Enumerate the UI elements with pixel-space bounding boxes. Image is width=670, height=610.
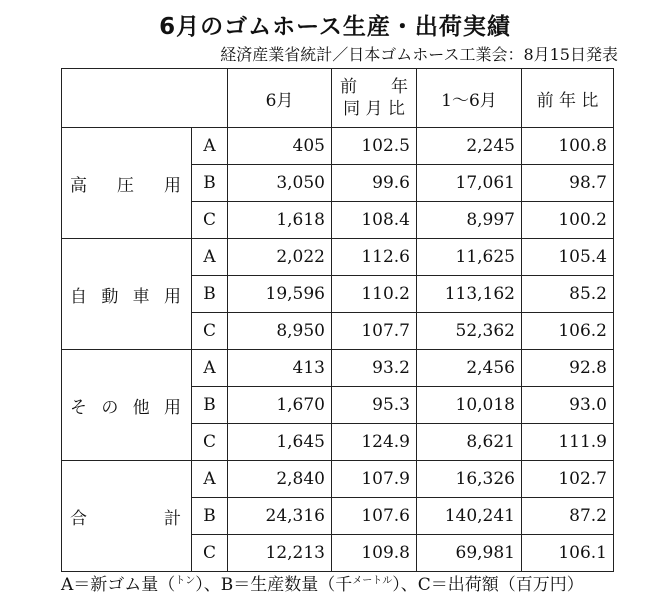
cell-ytd-ratio: 106.1 [522,535,614,572]
table-row [62,350,614,387]
header-row [62,69,614,128]
cell-yoy: 107.7 [332,313,417,350]
footnote-part2: ）、B＝生産数量（千 [195,575,353,595]
header-yoy-line1: 前 年 [340,77,408,97]
cell-cumulative: 113,162 [417,276,522,313]
cell-month: 1,618 [228,202,332,239]
footnote-unit1: トン [175,575,196,587]
cell-cumulative: 10,018 [417,387,522,424]
table-row [62,128,614,165]
footnote [61,570,584,595]
cell-month: 2,022 [228,239,332,276]
cell-yoy: 107.6 [332,498,417,535]
row-type: C [192,202,228,239]
cell-ytd-ratio: 93.0 [522,387,614,424]
row-type: A [192,461,228,498]
cell-yoy: 112.6 [332,239,417,276]
cell-yoy: 107.9 [332,461,417,498]
category-label-text: そ の 他 用 [70,397,181,418]
cell-cumulative: 8,621 [417,424,522,461]
table-row [62,239,614,276]
cell-yoy: 110.2 [332,276,417,313]
category-label [62,461,192,572]
cell-cumulative: 140,241 [417,498,522,535]
cell-yoy: 99.6 [332,165,417,202]
cell-cumulative: 69,981 [417,535,522,572]
cell-ytd-ratio: 111.9 [522,424,614,461]
cell-yoy: 108.4 [332,202,417,239]
row-type: A [192,350,228,387]
cell-ytd-ratio: 85.2 [522,276,614,313]
category-label-text: 合 計 [70,508,181,529]
header-yoy [332,69,417,128]
cell-cumulative: 2,456 [417,350,522,387]
page-title: 6月のゴムホース生産・出荷実績 [159,14,511,40]
row-type: B [192,387,228,424]
cell-yoy: 95.3 [332,387,417,424]
category-label [62,350,192,461]
cell-cumulative: 2,245 [417,128,522,165]
cell-ytd-ratio: 106.2 [522,313,614,350]
row-type: C [192,313,228,350]
cell-yoy: 109.8 [332,535,417,572]
footnote-part3: ）、C＝出荷額（百万円） [392,575,584,595]
data-table [61,68,614,572]
header-corner [62,69,228,128]
table-body [62,128,614,572]
cell-cumulative: 17,061 [417,165,522,202]
cell-month: 12,213 [228,535,332,572]
cell-ytd-ratio: 105.4 [522,239,614,276]
cell-ytd-ratio: 92.8 [522,350,614,387]
row-type: B [192,165,228,202]
row-type: C [192,535,228,572]
row-type: B [192,498,228,535]
cell-yoy: 93.2 [332,350,417,387]
cell-month: 1,670 [228,387,332,424]
category-label [62,239,192,350]
cell-ytd-ratio: 100.2 [522,202,614,239]
cell-ytd-ratio: 100.8 [522,128,614,165]
header-cumulative: 1～6月 [417,69,522,128]
cell-month: 2,840 [228,461,332,498]
row-type: A [192,239,228,276]
cell-month: 19,596 [228,276,332,313]
cell-cumulative: 16,326 [417,461,522,498]
cell-month: 8,950 [228,313,332,350]
category-label [62,128,192,239]
cell-cumulative: 52,362 [417,313,522,350]
cell-yoy: 124.9 [332,424,417,461]
category-label-text: 高 圧 用 [70,175,181,196]
cell-month: 413 [228,350,332,387]
cell-month: 24,316 [228,498,332,535]
cell-yoy: 102.5 [332,128,417,165]
category-label-text: 自 動 車 用 [70,286,181,307]
cell-ytd-ratio: 87.2 [522,498,614,535]
cell-cumulative: 11,625 [417,239,522,276]
cell-cumulative: 8,997 [417,202,522,239]
cell-month: 405 [228,128,332,165]
cell-ytd-ratio: 102.7 [522,461,614,498]
footnote-unit2: メートル [352,575,393,587]
header-month: 6月 [228,69,332,128]
row-type: C [192,424,228,461]
cell-month: 3,050 [228,165,332,202]
row-type: A [192,128,228,165]
header-ytd-ratio: 前 年 比 [522,69,614,128]
table-row [62,461,614,498]
cell-month: 1,645 [228,424,332,461]
footnote-part1: A＝新ゴム量（ [61,575,176,595]
row-type: B [192,276,228,313]
source-line: 経済産業省統計／日本ゴムホース工業会：8月15日発表 [220,45,618,64]
header-yoy-line2: 同 月 比 [343,99,405,119]
cell-ytd-ratio: 98.7 [522,165,614,202]
